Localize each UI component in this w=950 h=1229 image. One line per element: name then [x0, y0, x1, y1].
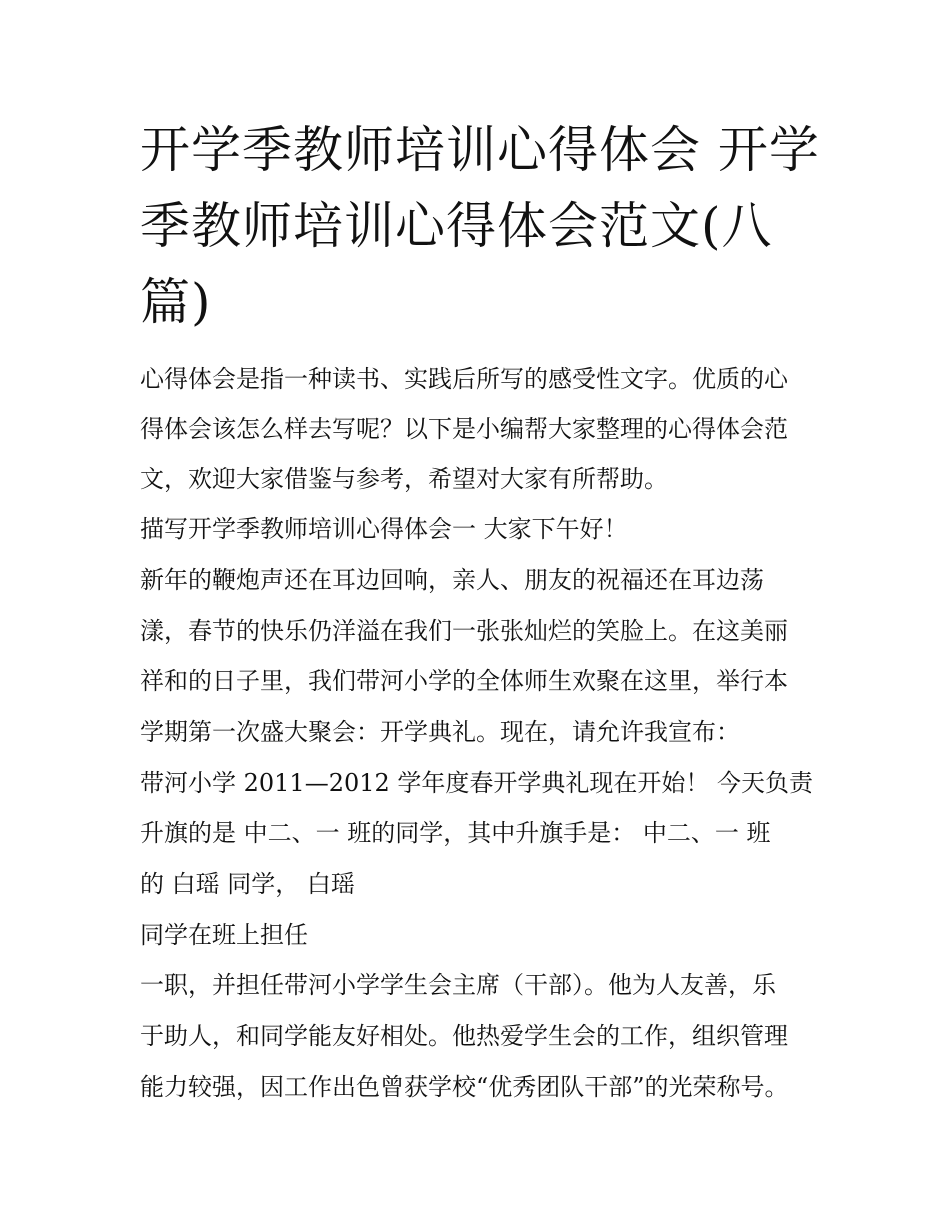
closing-line-3: 能力较强，因工作出色曾获学校“优秀团队干部”的光荣称号。 [140, 1073, 789, 1101]
closing-line-1: 一职，并担任带河小学学生会主席（干部）。他为人友善，乐 [140, 971, 776, 999]
body-line-1: 新年的鞭炮声还在耳边回响，亲人、朋友的祝福还在耳边荡 [140, 566, 764, 594]
ceremony-line-1: 带河小学 2011—2012 学年度春开学典礼现在开始！ 今天负责 [140, 769, 814, 797]
section-heading-line: 描写开学季教师培训心得体会一 大家下午好！ [140, 515, 628, 543]
document-title: 开学季教师培训心得体会 开学季教师培训心得体会范文(八篇) [140, 121, 820, 331]
body-line-3: 祥和的日子里，我们带河小学的全体师生欢聚在这里，举行本 [140, 667, 788, 695]
closing-line-2: 于助人，和同学能友好相处。他热爱学生会的工作，组织管理 [140, 1022, 788, 1050]
body-line-2: 漾，春节的快乐仍洋溢在我们一张张灿烂的笑脸上。在这美丽 [140, 617, 788, 645]
intro-line-1: 心得体会是指一种读书、实践后所写的感受性文字。优质的心 [140, 365, 788, 393]
intro-line-3: 文，欢迎大家借鉴与参考，希望对大家有所帮助。 [140, 465, 668, 493]
ceremony-line-3: 的 白瑶 同学， 白瑶 [140, 870, 355, 898]
intro-line-2: 得体会该怎么样去写呢？以下是小编帮大家整理的心得体会范 [140, 415, 788, 443]
ceremony-line-2: 升旗的是 中二、一 班的同学，其中升旗手是： 中二、一 班 [140, 819, 771, 847]
body-line-4: 学期第一次盛大聚会：开学典礼。现在，请允许我宣布： [140, 718, 740, 746]
role-line: 同学在班上担任 [140, 921, 308, 949]
